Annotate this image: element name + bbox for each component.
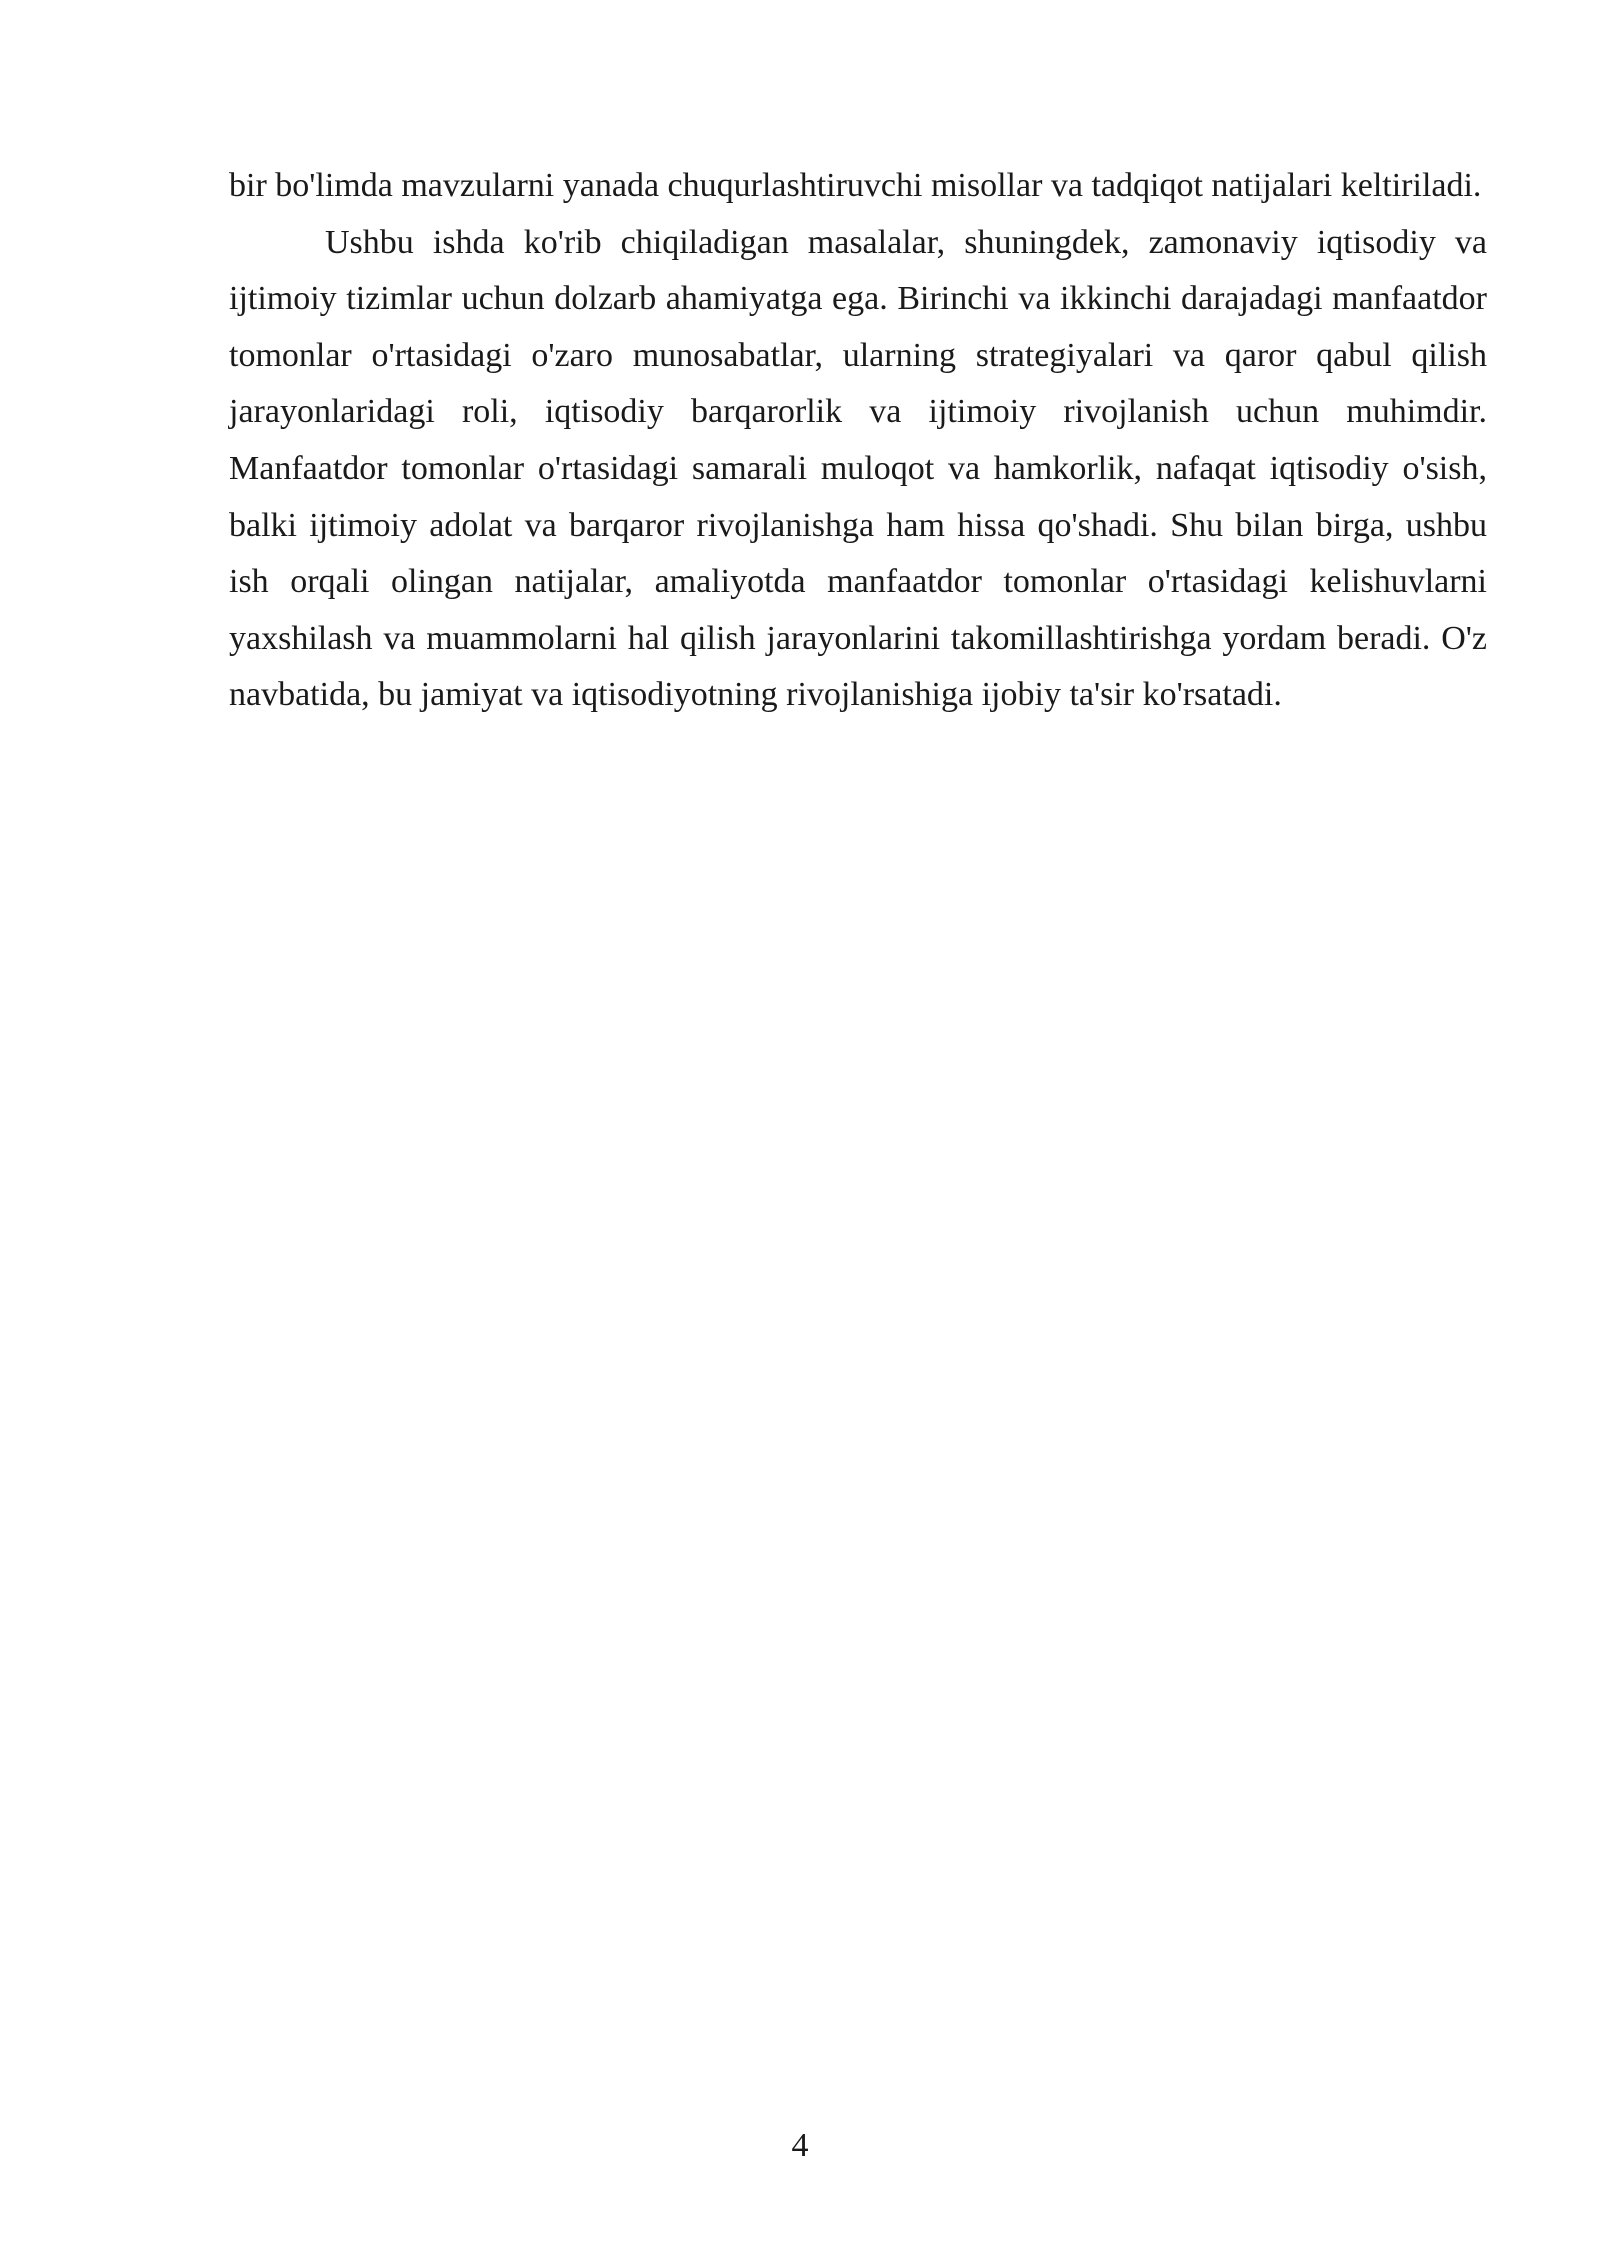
- paragraph-main: Ushbu ishda ko'rib chiqiladigan masalalar, shuningdek, zamonaviy iqtisodiy va ijtimoiy tizimlar uchun dolzarb ahamiyatga ega. Birinchi va ikkinchi darajadagi manfaatdor tomonlar o'rtasidagi o'zaro munosabatlar, ularning strategiyalari va qaror qabul qilish jarayonlaridagi roli, iqtisodiy barqarorlik va ijtimoiy rivojlanish uchun muhimdir. Manfaatdor tomonlar o'rtasidagi samarali muloqot va hamkorlik, nafaqat iqtisodiy o'sish, balki ijtimoiy adolat va barqaror rivojlanishga ham hissa qo'shadi. Shu bilan birga, ushbu ish orqali olingan natijalar, amaliyotda manfaatdor tomonlar o'rtasidagi kelishuvlarni yaxshilash va muammolarni hal qilish jarayonlarini takomillashtirishga yordam beradi. O'z navbatida, bu jamiyat va iqtisodiyotning rivojlanishiga ijobiy ta'sir ko'rsatadi.: [229, 223, 1487, 714]
- page-number: 4: [791, 2127, 809, 2164]
- paragraph-continuation: bir bo'limda mavzularni yanada chuqurlashtiruvchi misollar va tadqiqot natijalari keltiriladi.: [229, 167, 1482, 204]
- body-text: [229, 158, 1487, 724]
